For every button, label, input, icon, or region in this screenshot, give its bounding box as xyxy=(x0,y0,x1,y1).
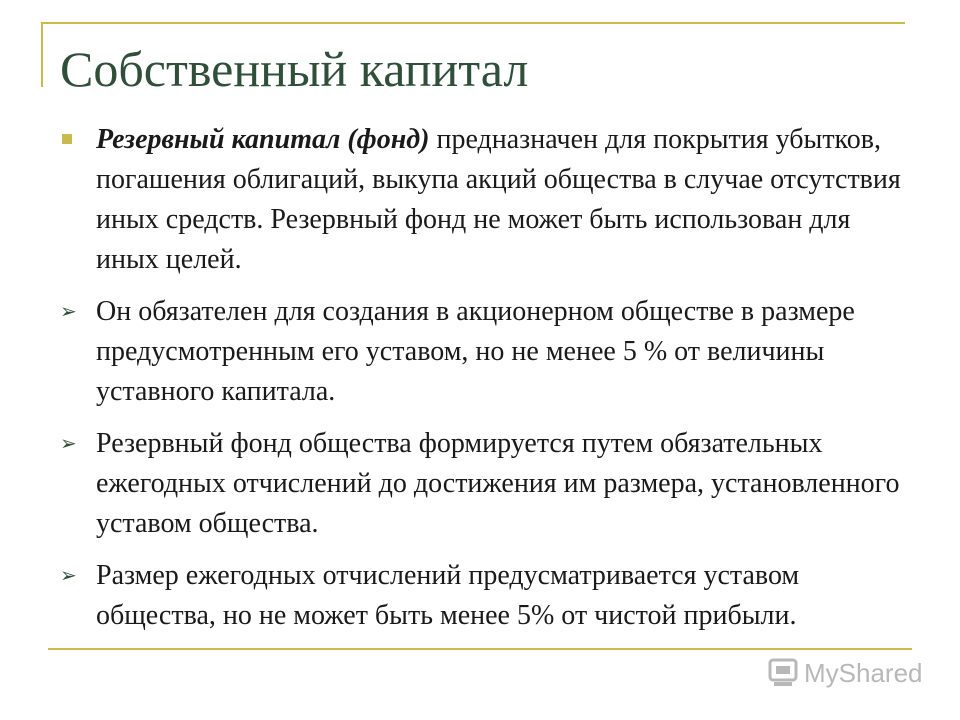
item-text: Размер ежегодных отчислений предусматривается уставом общества, но не может быть менее 5% от чистой прибыли. xyxy=(96,560,800,631)
slide-title: Собственный капитал xyxy=(60,41,529,97)
slide-content xyxy=(60,120,920,648)
myshared-logo-icon xyxy=(766,656,800,690)
top-rule xyxy=(41,22,905,24)
bottom-rule xyxy=(48,648,912,650)
item-text: Он обязателен для создания в акционерном обществе в размере предусмотренным его уставом, но не менее 5 % от величины уставного капитала. xyxy=(96,296,855,407)
list-item xyxy=(60,292,920,412)
list-item xyxy=(60,120,920,280)
list-item xyxy=(60,556,920,636)
item-text: предназначен для покрытия убытков, погашения облигаций, выкупа акций общества в случае отсутствия иных средств. Резервный фонд не может быть использован для иных целей. xyxy=(96,124,901,275)
watermark-text: MyShared xyxy=(804,657,923,688)
watermark-logo xyxy=(766,656,923,690)
arrow-bullet-icon: ➢ xyxy=(60,565,77,587)
arrow-bullet-icon: ➢ xyxy=(60,433,77,455)
item-lead: Резервный капитал (фонд) xyxy=(96,124,430,155)
list-item xyxy=(60,424,920,544)
item-text: Резервный фонд общества формируется путем обязательных ежегодных отчислений до достижения им размера, установленного уставом общества. xyxy=(96,428,900,539)
square-bullet-icon xyxy=(62,134,72,144)
arrow-bullet-icon: ➢ xyxy=(60,301,77,323)
left-rule xyxy=(41,22,43,87)
